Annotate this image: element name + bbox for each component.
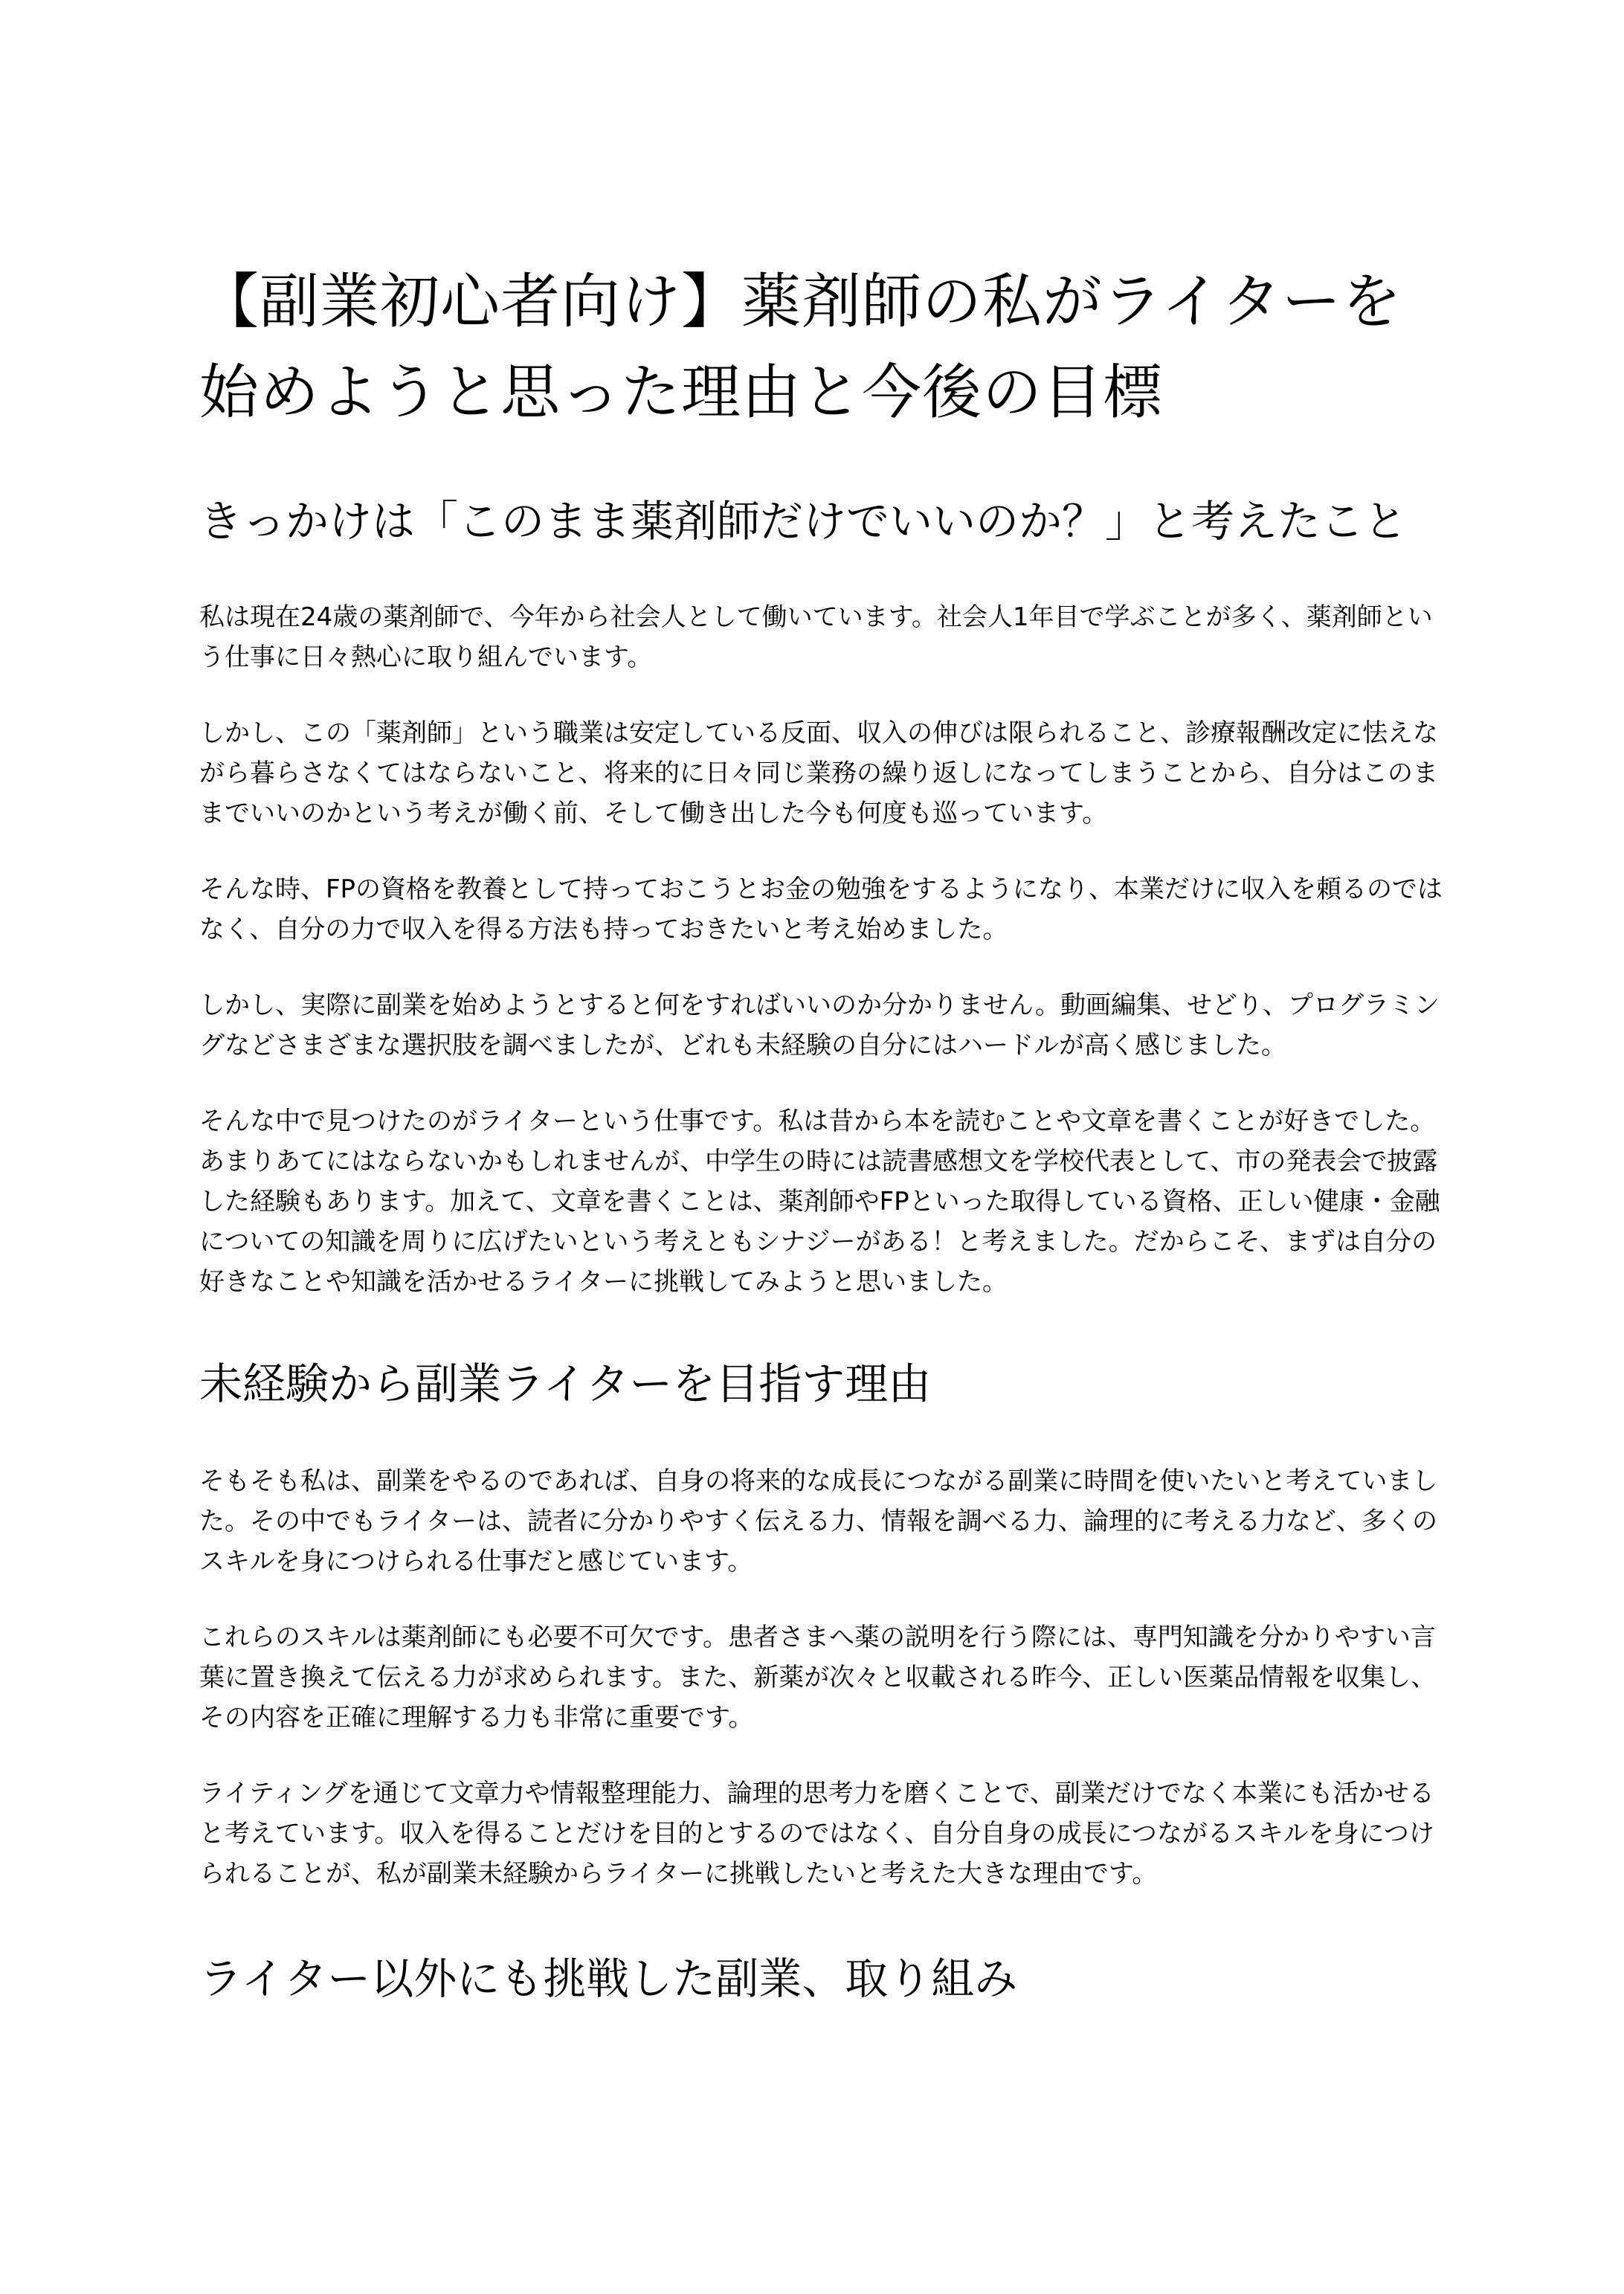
paragraph: そもそも私は、副業をやるのであれば、自身の将来的な成長につながる副業に時間を使いたいと考えていました。その中でもライターは、読者に分かりやすく伝える力、情報を調べる力、論理的に考える力など、多くのスキルを身につけられる仕事だと感じています。: [199, 1466, 1438, 1576]
section-heading-reason: 未経験から副業ライターを目指す理由: [199, 1359, 932, 1409]
section-heading-motivation: きっかけは「このまま薬剤師だけでいいのか？」と考えたこと: [199, 496, 1408, 547]
paragraph: そんな中で見つけたのがライターという仕事です。私は昔から本を読むことや文章を書くことが好きでした。あまりあてにはならないかもしれませんが、中学生の時には読書感想文を学校代表として、市の発表会で披露した経験もあります。加えて、文章を書くことは、薬剤師やFPといった取得している資格、正しい健康・金融についての知識を周りに広げたいという考えともシナジーがある！と考えました。だからこそ、まずは自分の好きなことや知識を活かせるライターに挑戦してみようと思いました。: [199, 1106, 1440, 1297]
document-title: 【副業初心者向け】薬剤師の私がライターを始めようと思った理由と今後の目標: [199, 267, 1402, 427]
paragraph: しかし、実際に副業を始めようとすると何をすればいいのか分かりません。動画編集、せどり、プログラミングなどさまざまな選択肢を調べましたが、どれも未経験の自分にはハードルが高く感じました。: [199, 990, 1440, 1060]
document-page: [199, 257, 1449, 2008]
paragraph: そんな時、FPの資格を教養として持っておこうとお金の勉強をするようになり、本業だけに収入を頼るのではなく、自分の力で収入を得る方法も持っておきたいと考え始めました。: [199, 874, 1443, 944]
section-heading-other-side-jobs: ライター以外にも挑戦した副業、取り組み: [199, 1953, 1018, 2004]
paragraph: 私は現在24歳の薬剤師で、今年から社会人として働いています。社会人1年目で学ぶことが多く、薬剤師という仕事に日々熱心に取り組んでいます。: [199, 602, 1433, 672]
paragraph: ライティングを通じて文章力や情報整理能力、論理的思考力を磨くことで、副業だけでなく本業にも活かせると考えています。収入を得ることだけを目的とするのではなく、自分自身の成長につながるスキルを身につけられることが、私が副業未経験からライターに挑戦したいと考えた大きな理由です。: [199, 1779, 1434, 1889]
paragraph: しかし、この「薬剤師」という職業は安定している反面、収入の伸びは限られること、診療報酬改定に怯えながら暮らさなくてはならないこと、将来的に日々同じ業務の繰り返しになってしまうことから、自分はこのままでいいのかという考えが働く前、そして働き出した今も何度も巡っています。: [199, 718, 1438, 828]
paragraph: これらのスキルは薬剤師にも必要不可欠です。患者さまへ薬の説明を行う際には、専門知識を分かりやすい言葉に置き換えて伝える力が求められます。また、新薬が次々と収載される昨今、正しい医薬品情報を収集し、その内容を正確に理解する力も非常に重要です。: [199, 1623, 1437, 1733]
